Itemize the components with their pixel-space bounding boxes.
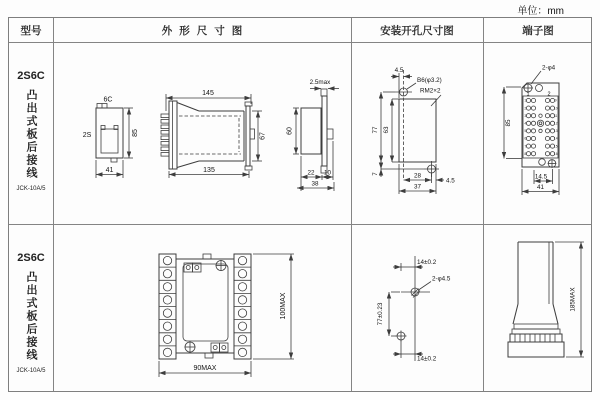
- terminal-block: [522, 83, 559, 168]
- screw-label-2: 2: [547, 91, 551, 98]
- silhouette-dims: [555, 242, 584, 357]
- mount-type: 凸出式板后接线: [25, 271, 37, 362]
- front-view: [83, 97, 139, 179]
- dim-width-total: 37: [413, 183, 422, 191]
- install-drawing-row1: [351, 42, 483, 224]
- terminal-number: 9: [554, 98, 557, 103]
- outline-drawing-row2: [53, 224, 351, 393]
- hole-spec-label: 2-φ4: [542, 64, 556, 72]
- thread-spec-label: RM2×2: [420, 87, 441, 95]
- terminal-diagram-row1: [483, 42, 593, 224]
- relay-silhouette: [508, 242, 564, 357]
- model-cell-row1: [9, 42, 53, 224]
- side-view: [161, 90, 267, 178]
- header-model: 型号: [20, 24, 42, 37]
- terminal-number: 1: [524, 98, 527, 103]
- dim-profile-gap: 2.5max: [309, 79, 331, 86]
- dim-height: 77±0.23: [377, 302, 384, 326]
- terminal-number: 2: [524, 106, 527, 111]
- dim-height-total: 77: [372, 126, 379, 134]
- hole-spec-label: 2-φ4.5: [432, 275, 451, 283]
- hole-spec-label: B6(φ3.2): [417, 77, 442, 84]
- dim-front-height: 85: [132, 129, 139, 137]
- cutout-geometry: [395, 70, 441, 179]
- rear-view: [159, 254, 251, 359]
- front-top-label: 6C: [103, 96, 113, 104]
- terminal-number: 10: [553, 106, 558, 111]
- terminal-number: 16: [553, 151, 558, 156]
- dim-front-width: 41: [105, 167, 114, 174]
- terminal-number: 14: [553, 136, 558, 141]
- dim-profile-height: 60: [286, 127, 294, 135]
- terminal-number: 8: [524, 151, 527, 156]
- screw-label-1: 1: [526, 91, 530, 98]
- model-name: 2S6C: [17, 252, 45, 264]
- outline-drawing-row1: [53, 42, 351, 224]
- dim-offset-top: 4.5: [394, 67, 404, 74]
- model-code: JCK-10A/5: [16, 186, 46, 192]
- dim-side-top: 145: [202, 90, 214, 97]
- dimension-table: [8, 17, 592, 392]
- terminal-number: 12: [553, 121, 558, 126]
- header-outline: 外形尺寸图: [161, 24, 250, 37]
- install-drawing-row2: [351, 224, 483, 393]
- terminal-diagram-row2: [483, 224, 593, 393]
- dim-profile-w1: 22: [307, 169, 315, 177]
- rear-dims: [159, 254, 294, 377]
- dim-profile-w3: 38: [311, 180, 319, 188]
- terminal-number: 13: [553, 129, 558, 134]
- dim-offset-right: 4.5: [446, 177, 455, 185]
- dim-offset-bottom: 14±0.2: [417, 355, 437, 363]
- dim-offset-top: 14±0.2: [417, 259, 437, 266]
- front-left-label: 2S: [82, 132, 92, 139]
- model-cell-row2: [9, 224, 53, 393]
- model-name: 2S6C: [17, 70, 45, 82]
- model-code: JCK-10A/5: [16, 368, 46, 374]
- dim-height: 100MAX: [280, 292, 287, 320]
- dim-width-inner: 14.5: [534, 173, 548, 181]
- install-dims: [372, 67, 455, 194]
- profile-view: [287, 79, 340, 191]
- terminal-number: 7: [524, 144, 527, 149]
- hole-dims: [377, 259, 451, 363]
- terminal-number: 11: [553, 113, 558, 118]
- unit-label: 单位：mm: [517, 6, 564, 17]
- terminal-number: 5: [524, 129, 527, 134]
- dim-width-total: 41: [536, 184, 545, 191]
- terminal-number: 15: [553, 144, 558, 149]
- dim-height-inner: 63: [383, 126, 390, 134]
- dim-height: 185MAX: [569, 287, 577, 312]
- terminal-number: 6: [524, 136, 527, 141]
- header-install: 安装开孔尺寸图: [380, 24, 454, 37]
- dim-side-height: 67: [259, 132, 267, 140]
- dim-profile-w2: 10: [323, 169, 332, 177]
- header-terminal: 端子图: [522, 24, 554, 37]
- dim-offset-bottom: 7: [372, 172, 379, 176]
- mount-type: 凸出式板后接线: [25, 89, 37, 180]
- dim-width: 90MAX: [193, 365, 217, 372]
- dim-width-inner: 28: [413, 172, 422, 180]
- terminal-number: 3: [524, 113, 527, 118]
- dim-side-bottom: 135: [203, 167, 215, 174]
- dim-height: 85: [505, 119, 512, 127]
- terminal-number: 4: [524, 121, 527, 126]
